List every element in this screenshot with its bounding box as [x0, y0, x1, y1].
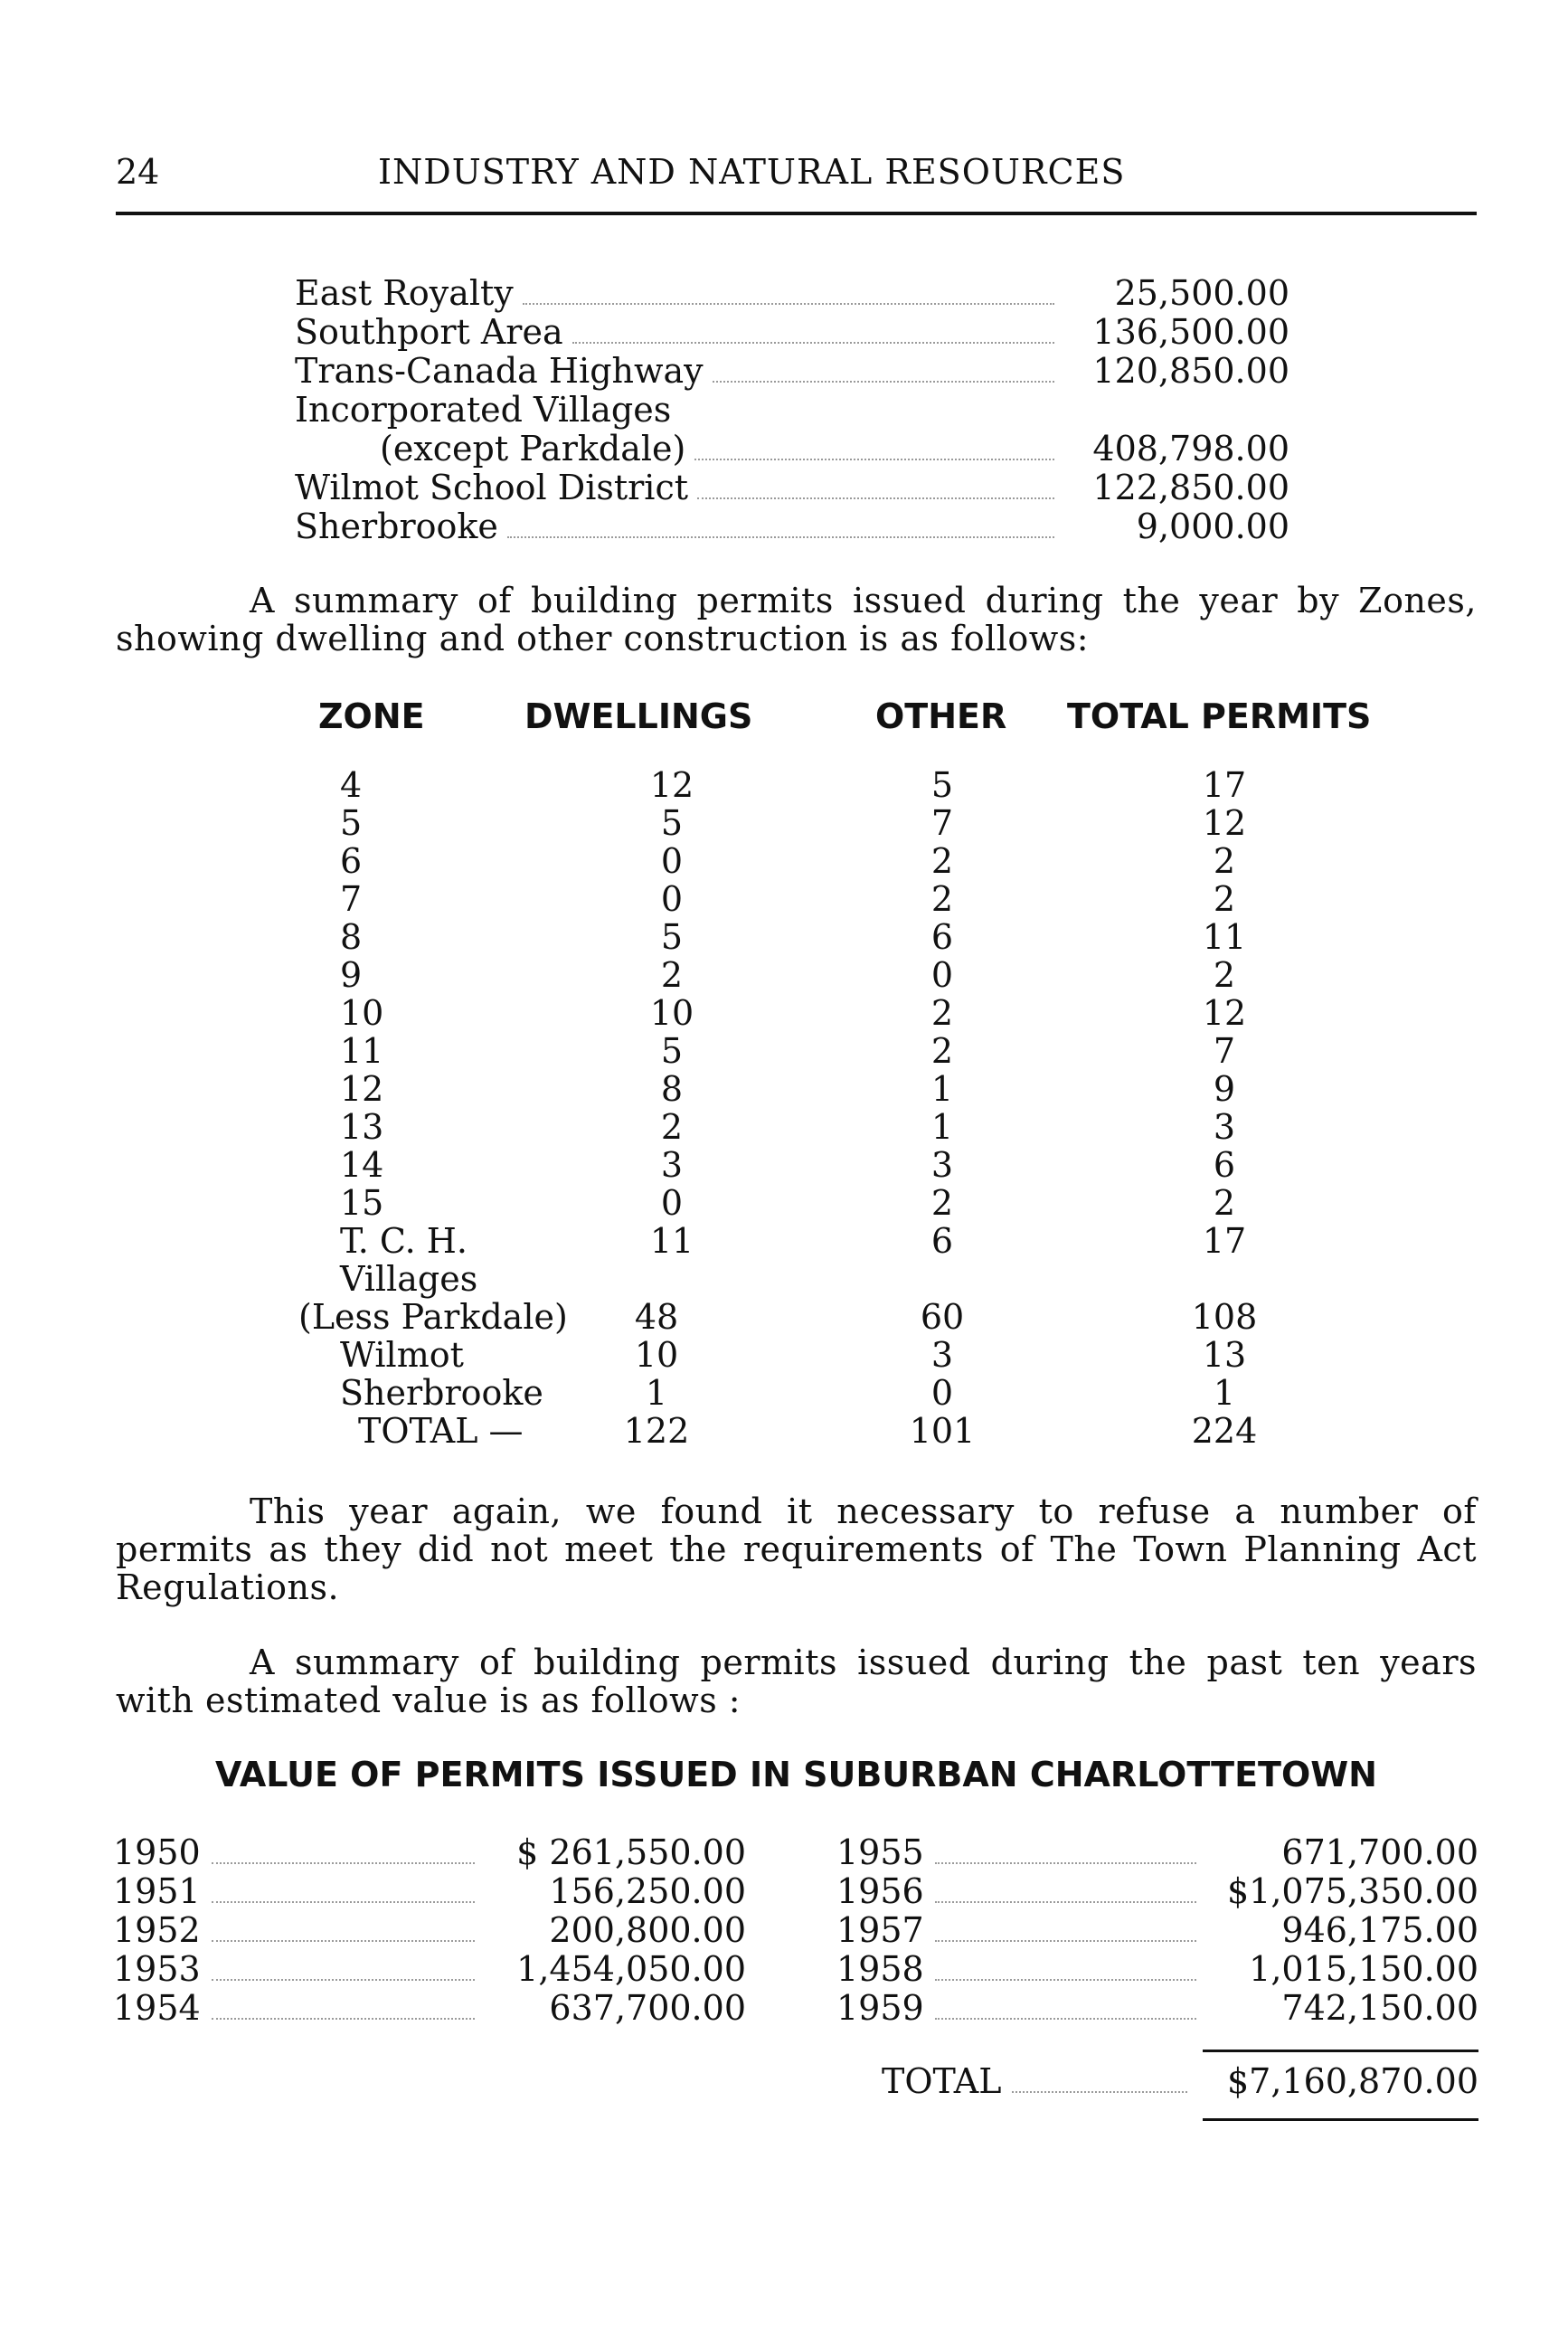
list-item: 1951 156,250.00	[113, 1871, 746, 1911]
list-item: 1958 1,015,150.00	[836, 1949, 1478, 1989]
list-item: Trans-Canada Highway 120,850.00	[295, 351, 1289, 391]
column-header-total-permits: TOTAL PERMITS	[1067, 696, 1372, 736]
list-item: 1955 671,700.00	[836, 1832, 1478, 1872]
list-item: Sherbrooke 9,000.00	[295, 507, 1289, 546]
list-item: (except Parkdale) 408,798.00	[380, 429, 1289, 469]
list-item: 1956 $1,075,350.00	[836, 1871, 1478, 1911]
list-item: 1950 $ 261,550.00	[113, 1832, 746, 1872]
list-item: 1952 200,800.00	[113, 1910, 746, 1950]
total-rule-top	[1203, 2050, 1478, 2052]
total-amount: $7,160,870.00	[1226, 2061, 1478, 2101]
list-item: Wilmot School District 122,850.00	[295, 468, 1289, 507]
running-title: INDUSTRY AND NATURAL RESOURCES	[378, 152, 1126, 192]
list-item: 1957 946,175.00	[836, 1910, 1478, 1950]
paragraph-zones-intro: A summary of building permits issued during the year by Zones, showing dwelling and other construction is as follows:	[116, 581, 1477, 658]
total-rule-bottom	[1203, 2118, 1478, 2121]
paragraph-ten-years: A summary of building permits issued during the past ten years with estimated value is as follows :	[116, 1643, 1477, 1720]
list-item: 1959 742,150.00	[836, 1988, 1478, 2028]
header-rule	[116, 212, 1477, 215]
list-item: 1954 637,700.00	[113, 1988, 746, 2028]
value-table-total	[882, 2062, 1478, 2101]
paragraph-refuse: This year again, we found it necessary to refuse a number of permits as they did not meet the requirements of The Town Planning Act Regulations.	[116, 1491, 1477, 1607]
column-header-other: OTHER	[875, 696, 1007, 736]
page-number: 24	[116, 152, 160, 192]
list-item: 1953 1,454,050.00	[113, 1949, 746, 1989]
column-header-zone: ZONE	[318, 696, 425, 736]
column-header-dwellings: DWELLINGS	[524, 696, 753, 736]
value-table-title: VALUE OF PERMITS ISSUED IN SUBURBAN CHARLOTTETOWN	[215, 1755, 1377, 1794]
page-header	[116, 145, 1477, 195]
list-item: Southport Area 136,500.00	[295, 312, 1289, 352]
list-item: East Royalty 25,500.00	[295, 273, 1289, 313]
total-label: TOTAL	[882, 2061, 1002, 2101]
list-item: Incorporated Villages	[295, 390, 672, 430]
document-page: 24 INDUSTRY AND NATURAL RESOURCES East Royalty 25,500.00 Southport Area 136,500.00 Trans-Canada Highway 120,850.00 Incorporated Villages (except Parkdale) 408,798.00 Wilmot School District 122,850.00 Sherbrooke 9,000.00 A summary of building permits issued during the year by Zones, showing dwelling and other construction is as follows: ZONE DWELLINGS OTHER TOTAL PERMITS 4 12 5 17 5 5 7 12 6 0 2 2 7 0 2 2 8 5 6 11 9 2 0 2 10 10 2 12 11 5 2 7 12 8 1 9 13 2 1 3 14 3 3 6 15 0 2 2 T. C. H. 11 6 17 Villages (Less Parkdale) 48 60 108 Wilmot 10 3 13 Sherbrooke 1 0 1 TOTAL — 122 101 224 This year again, we found it necessary to refuse a number of permits as they did not meet the requirements of The Town Planning Act Regulations. A summary of building permits issued during the past ten years with estimated value is as follows : VALUE OF PERMITS ISSUED IN SUBURBAN CHARLOTTETOWN 1950 $ 261,550.00 1951 156,250.00 1952 200,800.00 1953 1,454,050.00 1954 637,700.00 1955 671,700.00 1956 $1,075,350.00 1957 946,175.00 1958 1,015,150.00 1959 742,150.00 TOTAL $7,160,870.00	[0, 0, 1568, 2329]
